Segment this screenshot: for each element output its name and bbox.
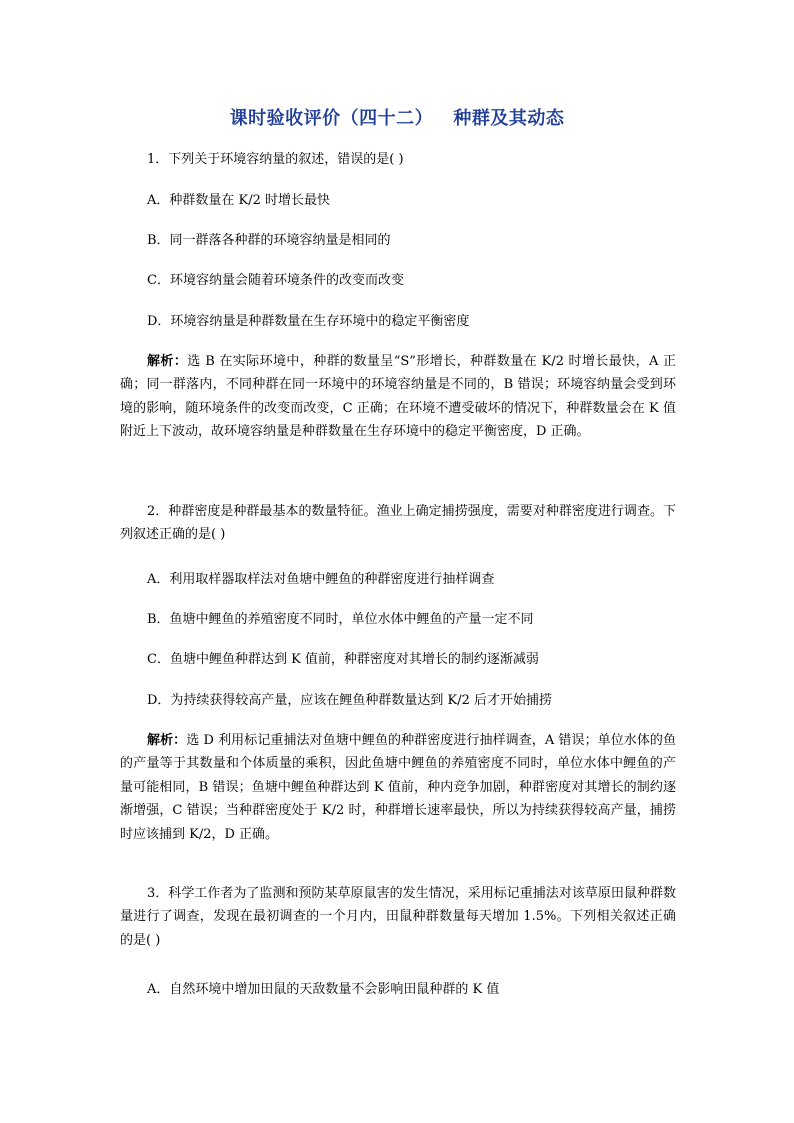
question-2-option-c: C．鱼塘中鲤鱼种群达到 K 值前，种群密度对其增长的制约逐渐减弱	[147, 652, 539, 667]
question-2-stem: 2．种群密度是种群最基本的数量特征。渔业上确定捕捞强度，需要对种群密度进行调查。下列叙述正确的是( )	[120, 504, 676, 543]
question-2-analysis	[120, 729, 676, 846]
analysis-label: 解析：	[147, 354, 188, 369]
question-1-option-d: D．环境容纳量是种群数量在生存环境中的稳定平衡密度	[147, 314, 470, 329]
question-3-option-a: A．自然环境中增加田鼠的天敌数量不会影响田鼠种群的 K 值	[147, 982, 500, 997]
analysis-text: 选 D 利用标记重捕法对鱼塘中鲤鱼的种群密度进行抽样调查，A 错误；单位水体的鱼的产量等于其数量和个体质量的乘积，因此鱼塘中鲤鱼的养殖密度不同时，单位水体中鲤鱼的产量可能相同，B 错误；鱼塘中鲤鱼种群达到 K 值前，种内竞争加剧，种群密度对其增长的制约逐渐增强，C 错误；当种群密度处于 K/2 时，种群增长速率最快，所以为持续获得较高产量，捕捞时应该捕到 K/2，D 正确。	[120, 733, 676, 842]
analysis-text: 选 B 在实际环境中，种群的数量呈“S”形增长，种群数量在 K/2 时增长最快，A 正确；同一群落内，不同种群在同一环境中的环境容纳量是不同的，B 错误；环境容纳量会受到环境的影响，随环境条件的改变而改变，C 正确；在环境不遭受破坏的情况下，种群数量会在 K 值附近上下波动，故环境容纳量是种群数量在生存环境中的稳定平衡密度，D 正确。	[120, 354, 676, 440]
question-3-stem: 3．科学工作者为了监测和预防某草原鼠害的发生情况，采用标记重捕法对该草原田鼠种群数量进行了调查，发现在最初调查的一个月内，田鼠种群数量每天增加 1.5%。下列相关叙述正确的是( )	[120, 886, 676, 948]
question-1-analysis	[120, 350, 676, 444]
question-1-option-b: B．同一群落各种群的环境容纳量是相同的	[147, 233, 391, 248]
question-1-option-c: C．环境容纳量会随着环境条件的改变而改变	[147, 273, 404, 288]
question-1-option-a: A．种群数量在 K/2 时增长最快	[147, 193, 331, 208]
page-title: 课时验收评价（四十二） 种群及其动态	[229, 108, 565, 129]
question-2-option-b: B．鱼塘中鲤鱼的养殖密度不同时，单位水体中鲤鱼的产量一定不同	[147, 612, 534, 627]
question-1-stem: 1．下列关于环境容纳量的叙述，错误的是( )	[147, 152, 404, 167]
question-2-option-a: A．利用取样器取样法对鱼塘中鲤鱼的种群密度进行抽样调查	[147, 572, 495, 587]
question-2-option-d: D．为持续获得较高产量，应该在鲤鱼种群数量达到 K/2 后才开始捕捞	[147, 693, 553, 708]
analysis-label: 解析：	[147, 733, 187, 748]
